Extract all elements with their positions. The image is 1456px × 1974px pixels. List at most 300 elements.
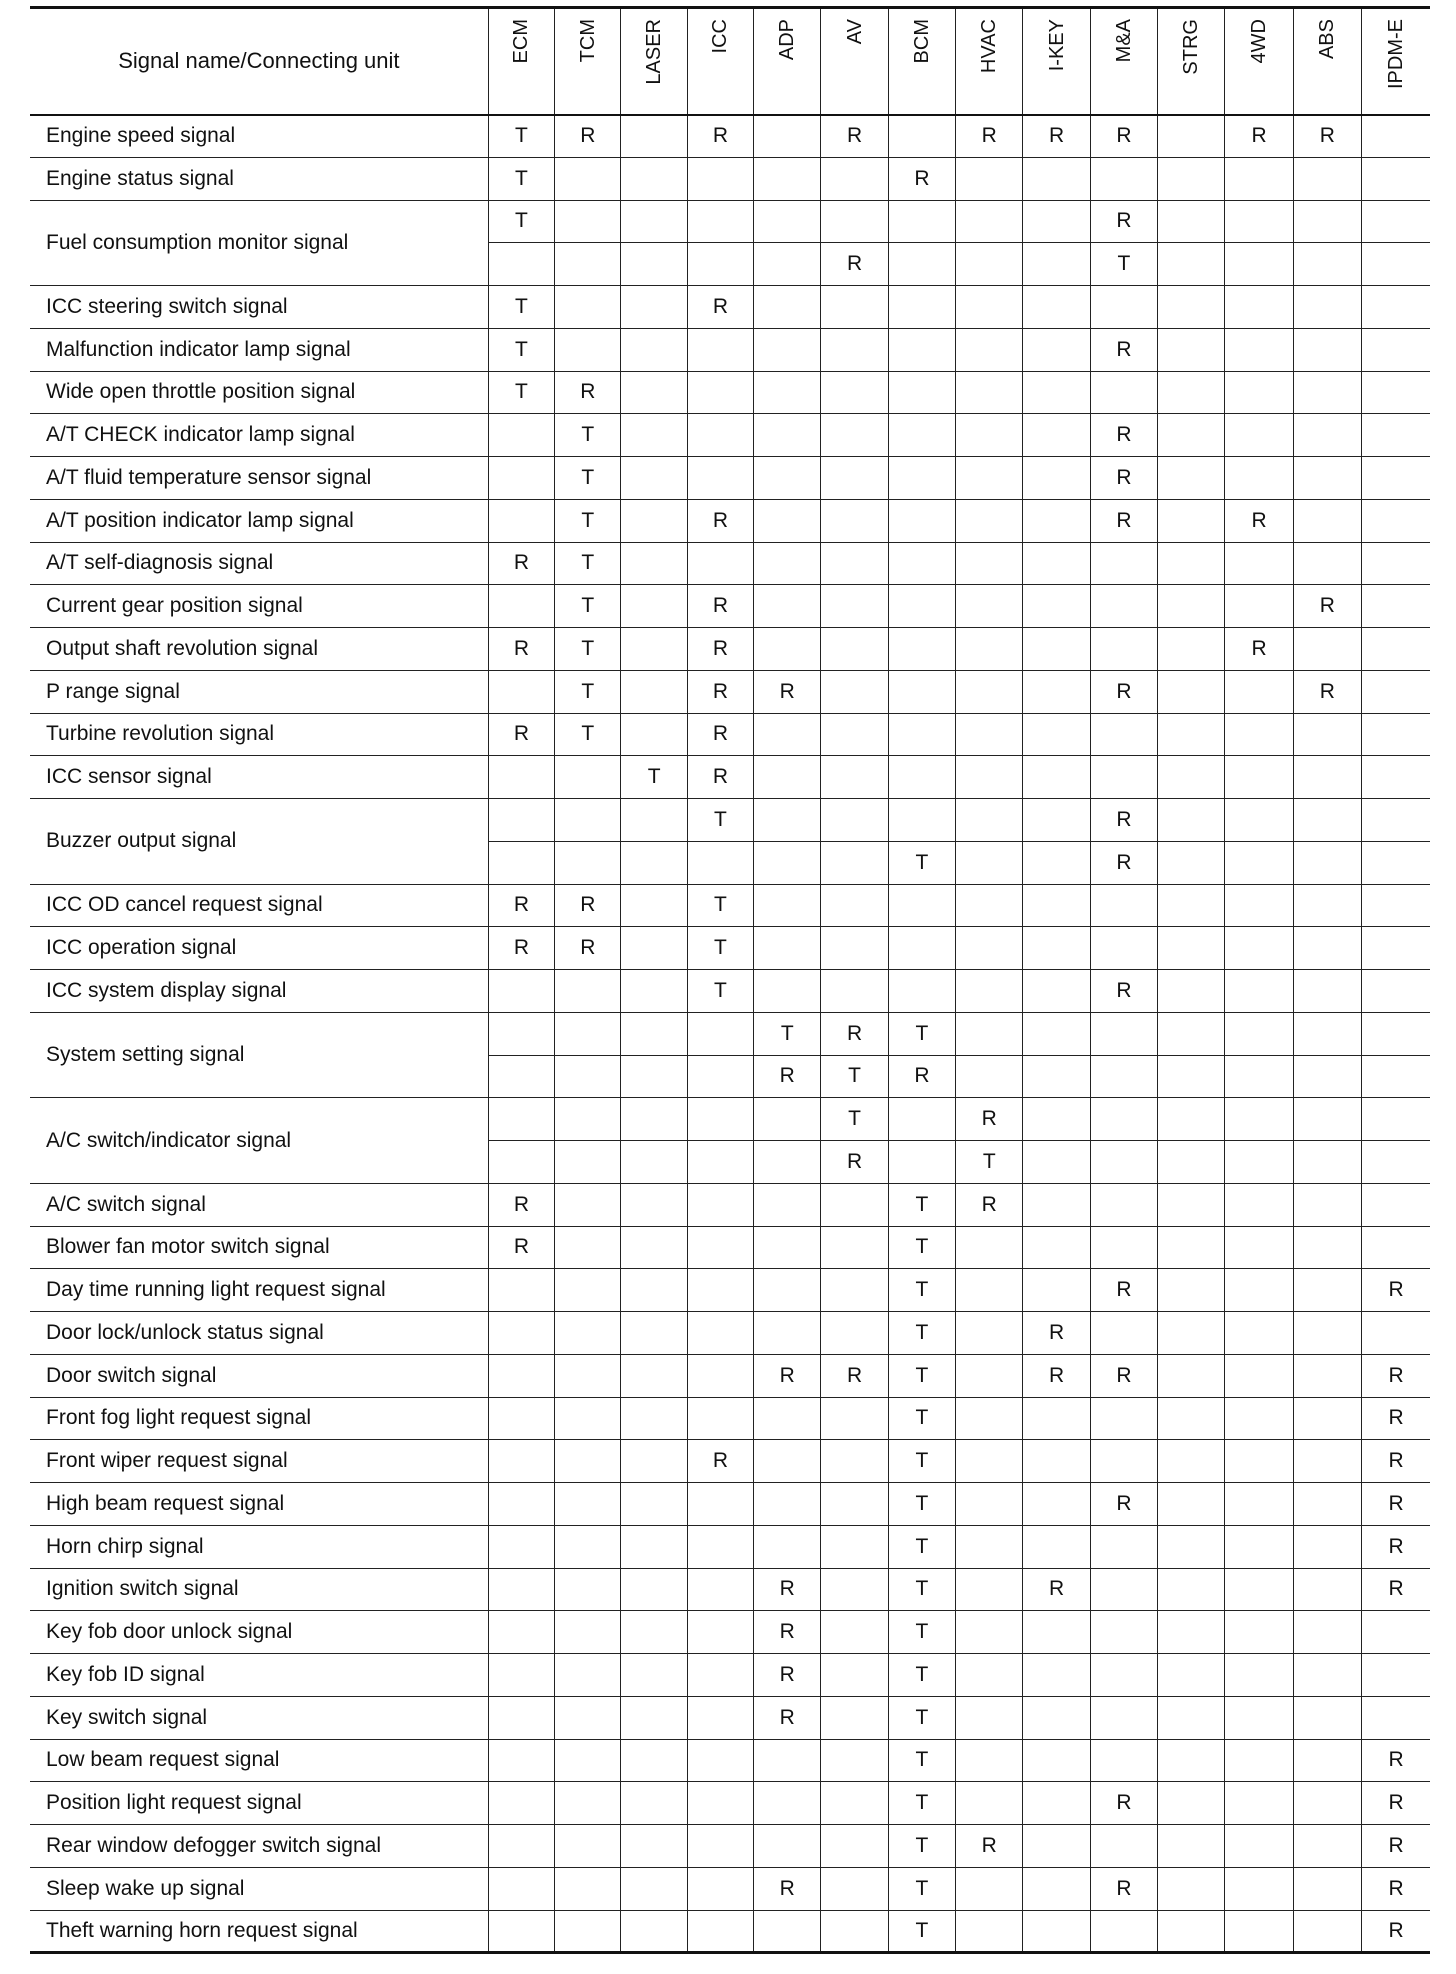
signal-cell (1362, 799, 1430, 842)
signal-cell (956, 542, 1023, 585)
signal-cell (555, 286, 621, 329)
signal-cell (821, 970, 888, 1013)
signal-cell (754, 927, 821, 970)
signal-cell (821, 585, 888, 628)
signal-cell (754, 884, 821, 927)
column-header-tcm (555, 8, 621, 115)
signal-cell: T (888, 1312, 955, 1355)
signal-cell (821, 414, 888, 457)
signal-cell (621, 1910, 687, 1953)
table-row (30, 1611, 1430, 1654)
signal-cell (687, 1354, 753, 1397)
signal-cell (555, 756, 621, 799)
signal-cell (1158, 286, 1225, 329)
signal-cell (621, 1012, 687, 1055)
signal-cell (621, 200, 687, 243)
signal-cell: T (888, 1611, 955, 1654)
signal-cell (1225, 1354, 1293, 1397)
signal-cell (1023, 371, 1090, 414)
signal-cell (488, 1397, 554, 1440)
signal-cell (754, 841, 821, 884)
column-header-label: 4WD (1248, 19, 1271, 64)
signal-cell (754, 1825, 821, 1868)
signal-cell (687, 841, 753, 884)
signal-cell (1362, 414, 1430, 457)
signal-cell (687, 1183, 753, 1226)
signal-cell (687, 1055, 753, 1098)
signal-name: Key fob ID signal (30, 1654, 488, 1697)
signal-cell (488, 1568, 554, 1611)
signal-cell: T (488, 286, 554, 329)
signal-cell (687, 1696, 753, 1739)
signal-cell: R (488, 628, 554, 671)
signal-cell (687, 1098, 753, 1141)
signal-cell: R (1090, 799, 1157, 842)
signal-name: Theft warning horn request signal (30, 1910, 488, 1953)
signal-cell (1293, 1440, 1361, 1483)
signal-cell (488, 1867, 554, 1910)
signal-cell: T (687, 970, 753, 1013)
table-row (30, 1440, 1430, 1483)
signal-cell (754, 970, 821, 1013)
signal-cell: T (821, 1055, 888, 1098)
signal-cell (687, 1226, 753, 1269)
signal-name: Fuel consumption monitor signal (30, 200, 488, 286)
signal-cell (621, 1141, 687, 1184)
signal-cell (488, 1525, 554, 1568)
signal-cell (1090, 371, 1157, 414)
table-row (30, 628, 1430, 671)
signal-cell (687, 1568, 753, 1611)
signal-cell (1158, 371, 1225, 414)
signal-cell (956, 1611, 1023, 1654)
signal-cell (1293, 414, 1361, 457)
signal-cell (1293, 542, 1361, 585)
signal-cell (621, 1354, 687, 1397)
signal-cell (687, 414, 753, 457)
signal-name: System setting signal (30, 1012, 488, 1098)
signal-cell (1158, 927, 1225, 970)
signal-cell (687, 328, 753, 371)
signal-cell: R (821, 1141, 888, 1184)
signal-cell: R (821, 1012, 888, 1055)
signal-cell (621, 328, 687, 371)
signal-cell (754, 414, 821, 457)
signal-cell (821, 1312, 888, 1355)
signal-cell (821, 1696, 888, 1739)
signal-cell (1023, 1696, 1090, 1739)
signal-cell (1225, 1525, 1293, 1568)
signal-cell (888, 670, 955, 713)
signal-cell: R (1090, 1269, 1157, 1312)
signal-cell (821, 328, 888, 371)
signal-cell (1158, 414, 1225, 457)
signal-cell (821, 1654, 888, 1697)
signal-cell (488, 841, 554, 884)
signal-cell (956, 1440, 1023, 1483)
signal-cell (621, 243, 687, 286)
signal-cell: R (1090, 670, 1157, 713)
signal-cell (488, 1269, 554, 1312)
column-header-label: AV (843, 19, 866, 45)
signal-cell (687, 542, 753, 585)
signal-cell (1158, 713, 1225, 756)
signal-cell (621, 1568, 687, 1611)
signal-cell (1293, 799, 1361, 842)
signal-name: ICC OD cancel request signal (30, 884, 488, 927)
signal-cell (888, 970, 955, 1013)
signal-cell (888, 243, 955, 286)
signal-cell: R (1090, 457, 1157, 500)
signal-cell (1293, 884, 1361, 927)
signal-cell (1158, 1654, 1225, 1697)
column-header-ipdm-e (1362, 8, 1430, 115)
signal-cell (488, 414, 554, 457)
table-row (30, 927, 1430, 970)
signal-cell (555, 243, 621, 286)
signal-cell (1158, 799, 1225, 842)
signal-cell (1090, 884, 1157, 927)
signal-cell (1362, 1312, 1430, 1355)
signal-cell (621, 927, 687, 970)
signal-cell (621, 1483, 687, 1526)
signal-name: Malfunction indicator lamp signal (30, 328, 488, 371)
signal-cell (754, 1141, 821, 1184)
signal-cell (1225, 414, 1293, 457)
signal-cell (488, 1611, 554, 1654)
signal-cell (621, 1098, 687, 1141)
signal-cell: R (1090, 841, 1157, 884)
table-body (30, 115, 1430, 1953)
signal-cell (1090, 927, 1157, 970)
signal-name: Output shaft revolution signal (30, 628, 488, 671)
signal-cell (555, 1739, 621, 1782)
signal-cell (1293, 1312, 1361, 1355)
signal-cell (1293, 756, 1361, 799)
signal-cell (1023, 499, 1090, 542)
signal-cell (555, 1012, 621, 1055)
signal-name: ICC steering switch signal (30, 286, 488, 329)
signal-cell (1293, 1012, 1361, 1055)
signal-cell: R (754, 1696, 821, 1739)
signal-cell (821, 1867, 888, 1910)
signal-cell (821, 1525, 888, 1568)
signal-cell (754, 756, 821, 799)
signal-cell (1090, 1611, 1157, 1654)
signal-cell (1023, 1739, 1090, 1782)
signal-cell (621, 115, 687, 158)
signal-cell (488, 1440, 554, 1483)
table-header (30, 8, 1430, 115)
signal-cell (687, 1825, 753, 1868)
signal-cell (956, 756, 1023, 799)
signal-name: High beam request signal (30, 1483, 488, 1526)
signal-cell (956, 1397, 1023, 1440)
signal-cell (888, 115, 955, 158)
signal-cell (1023, 243, 1090, 286)
signal-cell (1362, 1696, 1430, 1739)
signal-cell (555, 841, 621, 884)
signal-cell (1225, 585, 1293, 628)
signal-name: Engine status signal (30, 157, 488, 200)
column-header-abs (1293, 8, 1361, 115)
signal-cell: T (754, 1012, 821, 1055)
signal-cell (488, 1098, 554, 1141)
signal-cell (956, 1654, 1023, 1697)
signal-cell (687, 200, 753, 243)
signal-cell: T (888, 1525, 955, 1568)
signal-cell (1293, 1825, 1361, 1868)
signal-cell (956, 670, 1023, 713)
signal-cell (1362, 628, 1430, 671)
signal-cell (555, 1696, 621, 1739)
signal-cell (621, 1825, 687, 1868)
signal-cell (1293, 1354, 1361, 1397)
signal-cell (555, 799, 621, 842)
signal-cell (1090, 542, 1157, 585)
signal-cell (956, 841, 1023, 884)
signal-cell (1225, 1440, 1293, 1483)
signal-cell (821, 713, 888, 756)
signal-cell (621, 1782, 687, 1825)
signal-cell (687, 457, 753, 500)
signal-cell: T (555, 713, 621, 756)
signal-cell (956, 585, 1023, 628)
signal-cell (754, 713, 821, 756)
table-row (30, 1183, 1430, 1226)
signal-cell: R (1362, 1440, 1430, 1483)
signal-cell (555, 1183, 621, 1226)
signal-cell: R (754, 1055, 821, 1098)
signal-cell (488, 1739, 554, 1782)
signal-name: ICC system display signal (30, 970, 488, 1013)
signal-cell: T (488, 115, 554, 158)
signal-cell (821, 200, 888, 243)
signal-cell (754, 1483, 821, 1526)
signal-cell (1158, 1782, 1225, 1825)
signal-cell (555, 1654, 621, 1697)
signal-cell (1225, 1269, 1293, 1312)
signal-cell (888, 457, 955, 500)
signal-cell (488, 1055, 554, 1098)
signal-cell (1023, 1611, 1090, 1654)
signal-cell (821, 1226, 888, 1269)
signal-cell (1023, 1397, 1090, 1440)
signal-cell (821, 286, 888, 329)
signal-cell (754, 157, 821, 200)
signal-cell: R (1090, 328, 1157, 371)
signal-cell: R (488, 1183, 554, 1226)
signal-cell: R (1362, 1525, 1430, 1568)
signal-cell (956, 286, 1023, 329)
signal-cell (555, 1782, 621, 1825)
table-row (30, 286, 1430, 329)
signal-cell (1225, 1012, 1293, 1055)
signal-cell (1362, 841, 1430, 884)
signal-cell (956, 414, 1023, 457)
signal-cell (621, 1440, 687, 1483)
signal-cell (956, 713, 1023, 756)
signal-cell: R (1362, 1269, 1430, 1312)
signal-cell (888, 414, 955, 457)
signal-cell: R (555, 115, 621, 158)
signal-cell (1362, 1098, 1430, 1141)
signal-cell (1023, 585, 1090, 628)
signal-cell (687, 1782, 753, 1825)
signal-cell: T (888, 1183, 955, 1226)
signal-cell (687, 1525, 753, 1568)
signal-cell (1293, 499, 1361, 542)
table-row (30, 499, 1430, 542)
signal-name: ICC operation signal (30, 927, 488, 970)
signal-cell (821, 499, 888, 542)
signal-name: Current gear position signal (30, 585, 488, 628)
signal-cell (1225, 1098, 1293, 1141)
signal-cell (754, 1739, 821, 1782)
signal-cell (1225, 1825, 1293, 1868)
signal-cell (1362, 1611, 1430, 1654)
signal-cell (821, 457, 888, 500)
signal-cell (956, 200, 1023, 243)
signal-cell (956, 1782, 1023, 1825)
signal-cell: R (1362, 1483, 1430, 1526)
signal-cell: R (1090, 970, 1157, 1013)
signal-cell: R (1362, 1910, 1430, 1953)
signal-cell (1362, 927, 1430, 970)
signal-cell (1225, 970, 1293, 1013)
signal-cell (888, 328, 955, 371)
signal-cell (621, 499, 687, 542)
signal-cell (754, 1312, 821, 1355)
signal-cell: R (754, 1867, 821, 1910)
signal-cell (1090, 1226, 1157, 1269)
signal-name: Key switch signal (30, 1696, 488, 1739)
signal-name: Front fog light request signal (30, 1397, 488, 1440)
signal-cell (1158, 1483, 1225, 1526)
signal-cell (488, 1312, 554, 1355)
signal-cell (1158, 1568, 1225, 1611)
signal-cell (687, 1312, 753, 1355)
signal-cell: T (621, 756, 687, 799)
signal-cell: T (687, 927, 753, 970)
column-header-av (821, 8, 888, 115)
signal-cell (956, 1867, 1023, 1910)
signal-cell (555, 1568, 621, 1611)
signal-cell (1293, 628, 1361, 671)
signal-cell (621, 585, 687, 628)
signal-cell (687, 1141, 753, 1184)
signal-cell (1362, 884, 1430, 927)
signal-cell (888, 884, 955, 927)
signal-cell (687, 1654, 753, 1697)
signal-cell (1090, 1568, 1157, 1611)
column-header-m-a (1090, 8, 1157, 115)
signal-cell: R (488, 542, 554, 585)
column-header-ecm (488, 8, 554, 115)
signal-cell (1293, 1098, 1361, 1141)
signal-cell (956, 1226, 1023, 1269)
signal-cell (956, 457, 1023, 500)
signal-cell (1293, 157, 1361, 200)
column-header-label: ECM (510, 19, 533, 64)
signal-cell: R (956, 1825, 1023, 1868)
signal-cell: T (555, 585, 621, 628)
signal-cell (1023, 1654, 1090, 1697)
signal-cell (1293, 1525, 1361, 1568)
signal-cell: R (1023, 1354, 1090, 1397)
signal-cell (754, 286, 821, 329)
signal-cell: T (687, 884, 753, 927)
table-row (30, 115, 1430, 158)
signal-cell (1090, 1312, 1157, 1355)
signal-cell (1090, 1654, 1157, 1697)
signal-cell: R (1362, 1568, 1430, 1611)
signal-cell (621, 1312, 687, 1355)
signal-cell: R (687, 670, 753, 713)
signal-cell: R (1023, 1568, 1090, 1611)
signal-cell (1362, 457, 1430, 500)
signal-cell: R (1090, 200, 1157, 243)
signal-table (30, 6, 1430, 1954)
signal-cell (1225, 243, 1293, 286)
signal-cell (1362, 542, 1430, 585)
signal-cell (1158, 628, 1225, 671)
signal-cell (956, 884, 1023, 927)
signal-cell: R (821, 115, 888, 158)
signal-cell (1158, 1611, 1225, 1654)
signal-cell (1158, 1141, 1225, 1184)
signal-cell (754, 1525, 821, 1568)
signal-cell (821, 670, 888, 713)
signal-cell: T (888, 1397, 955, 1440)
signal-cell (1090, 1825, 1157, 1868)
signal-cell (1158, 1055, 1225, 1098)
signal-cell: R (1090, 499, 1157, 542)
signal-cell (621, 1183, 687, 1226)
signal-cell: R (754, 670, 821, 713)
signal-cell: R (1023, 1312, 1090, 1355)
signal-cell: R (1293, 670, 1361, 713)
signal-cell (1362, 371, 1430, 414)
signal-cell (956, 499, 1023, 542)
signal-cell: R (821, 1354, 888, 1397)
signal-cell (1023, 1226, 1090, 1269)
signal-cell (956, 1696, 1023, 1739)
signal-cell (1023, 1910, 1090, 1953)
table-row (30, 585, 1430, 628)
signal-cell: R (888, 157, 955, 200)
signal-cell: R (1362, 1397, 1430, 1440)
signal-cell (956, 1055, 1023, 1098)
signal-cell (555, 1611, 621, 1654)
signal-cell (888, 286, 955, 329)
signal-cell (1158, 970, 1225, 1013)
signal-cell: R (821, 243, 888, 286)
signal-cell (956, 927, 1023, 970)
signal-cell (1090, 713, 1157, 756)
signal-cell (1158, 1440, 1225, 1483)
signal-cell (1362, 499, 1430, 542)
signal-cell (1090, 1012, 1157, 1055)
signal-cell (621, 1696, 687, 1739)
signal-cell: T (888, 1910, 955, 1953)
signal-cell (956, 1312, 1023, 1355)
table-row (30, 1098, 1430, 1141)
header-row (30, 8, 1430, 115)
signal-cell (821, 1269, 888, 1312)
signal-cell: R (687, 585, 753, 628)
signal-name: A/C switch/indicator signal (30, 1098, 488, 1184)
